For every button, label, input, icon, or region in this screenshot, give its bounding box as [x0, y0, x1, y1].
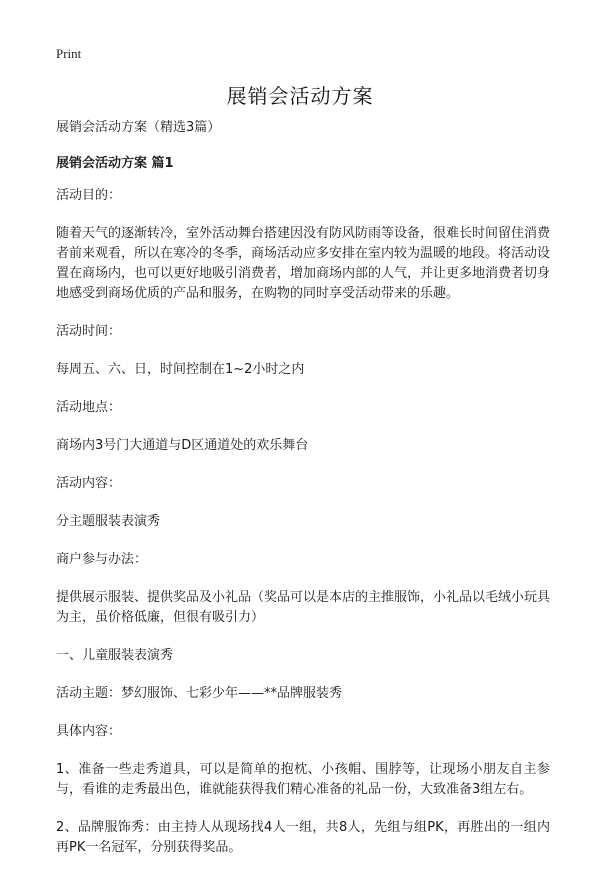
paragraph-time-label: 活动时间： [56, 324, 122, 339]
paragraph-merchant-label: 商户参与办法： [56, 552, 148, 567]
paragraph-merchant: 提供展示服装、提供奖品及小礼品（奖品可以是本店的主推服饰，小礼品以毛绒小玩具为主，虽价格低廉，但很有吸引力） [56, 590, 551, 625]
paragraph-purpose: 随着天气的逐渐转冷，室外活动舞台搭建因没有防风防雨等设备，很难长时间留住消费者前来观看，所以在寒冷的冬季，商场活动应多安排在室内较为温暖的地段。将活动设置在商场内，也可以更好地吸引消费者，增加商场内部的人气，并让更多地消费者切身地感受到商场优质的产品和服务，在购物的同时享受活动带来的乐趣。 [56, 226, 551, 301]
paragraph-content: 分主题服装表演秀 [56, 514, 161, 529]
paragraph-section-one: 一、儿童服装表演秀 [56, 648, 174, 663]
paragraph-details-label: 具体内容： [56, 724, 122, 739]
document-subtitle: 展销会活动方案（精选3篇） [56, 120, 221, 135]
section-heading: 展销会活动方案 篇1 [56, 156, 174, 171]
document-body [56, 118, 550, 876]
paragraph-location: 商场内3号门大通道与D区通道处的欢乐舞台 [56, 438, 309, 453]
print-link[interactable]: Print [56, 46, 82, 61]
paragraph-time: 每周五、六、日，时间控制在1~2小时之内 [56, 362, 305, 377]
paragraph-theme: 活动主题：梦幻服饰、七彩少年——**品牌服装秀 [56, 686, 343, 701]
paragraph-location-label: 活动地点： [56, 400, 122, 415]
paragraph-content-label: 活动内容： [56, 476, 122, 491]
document-title: 展销会活动方案 [226, 84, 374, 108]
paragraph-purpose-label: 活动目的： [56, 188, 122, 203]
paragraph-item-1: 1、准备一些走秀道具，可以是简单的抱枕、小孩帽、围脖等，让现场小朋友自主参与，看谁的走秀最出色，谁就能获得我们精心准备的礼品一份，大致准备3组左右。 [56, 762, 550, 797]
paragraph-item-2: 2、品牌服饰秀：由主持人从现场找4人一组，共8人，先组与组PK，再胜出的一组内再PK一名冠军，分别获得奖品。 [56, 820, 550, 855]
